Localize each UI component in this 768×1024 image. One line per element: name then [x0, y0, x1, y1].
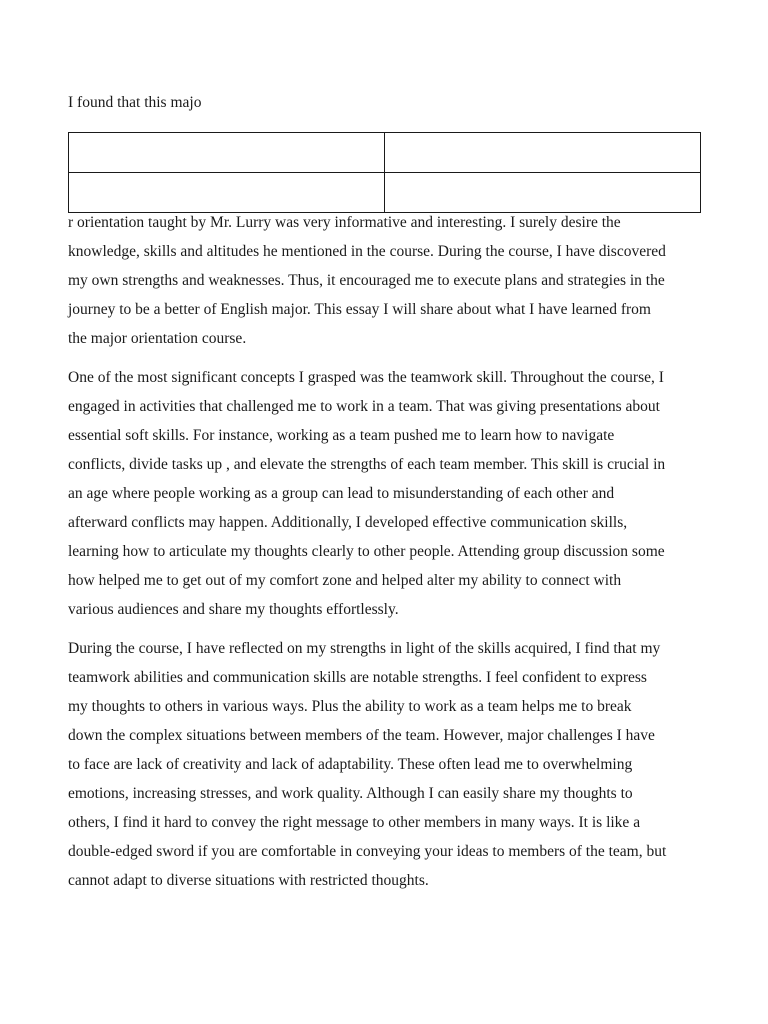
table-cell — [69, 133, 385, 173]
text-line: double-edged sword if you are comfortable in conveying your ideas to members of the team, but — [68, 843, 667, 860]
paragraph-2 — [68, 363, 702, 624]
table-cell — [69, 173, 385, 213]
text-line: journey to be a better of English major. This essay I will share about what I have learned from — [68, 301, 651, 318]
text-line: teamwork abilities and communication skills are notable strengths. I feel confident to express — [68, 669, 647, 686]
text-line: various audiences and share my thoughts effortlessly. — [68, 601, 399, 618]
text-line: afterward conflicts may happen. Additionally, I developed effective communication skills, — [68, 514, 628, 531]
table-cell — [385, 173, 701, 213]
text-line: essential soft skills. For instance, working as a team pushed me to learn how to navigate — [68, 427, 615, 444]
paragraph-3 — [68, 634, 702, 895]
text-line: engaged in activities that challenged me to work in a team. That was giving presentations about — [68, 398, 660, 415]
opening-line: I found that this majo — [68, 94, 202, 111]
text-line: knowledge, skills and altitudes he mentioned in the course. During the course, I have discovered — [68, 243, 666, 260]
text-line: an age where people working as a group can lead to misunderstanding of each other and — [68, 485, 615, 502]
empty-table — [68, 132, 701, 213]
text-line: One of the most significant concepts I grasped was the teamwork skill. Throughout the course, I — [68, 369, 664, 386]
text-line: down the complex situations between members of the team. However, major challenges I have — [68, 727, 655, 744]
essay-body — [68, 208, 702, 905]
text-line: the major orientation course. — [68, 330, 247, 347]
text-line: r orientation taught by Mr. Lurry was very informative and interesting. I surely desire the — [68, 214, 621, 231]
text-line: others, I find it hard to convey the right message to other members in many ways. It is like a — [68, 814, 641, 831]
text-line: my thoughts to others in various ways. Plus the ability to work as a team helps me to break — [68, 698, 632, 715]
table-row — [69, 173, 701, 213]
text-line: cannot adapt to diverse situations with restricted thoughts. — [68, 872, 429, 889]
table-row — [69, 133, 701, 173]
text-line: how helped me to get out of my comfort zone and helped alter my ability to connect with — [68, 572, 622, 589]
paragraph-1 — [68, 208, 702, 353]
text-line: learning how to articulate my thoughts clearly to other people. Attending group discussion some — [68, 543, 665, 560]
text-line: to face are lack of creativity and lack of adaptability. These often lead me to overwhelming — [68, 756, 633, 773]
text-line: During the course, I have reflected on my strengths in light of the skills acquired, I find that my — [68, 640, 661, 657]
table-cell — [385, 133, 701, 173]
text-line: emotions, increasing stresses, and work quality. Although I can easily share my thoughts to — [68, 785, 633, 802]
text-line: conflicts, divide tasks up , and elevate the strengths of each team member. This skill is crucial in — [68, 456, 666, 473]
text-line: my own strengths and weaknesses. Thus, it encouraged me to execute plans and strategies in the — [68, 272, 665, 289]
